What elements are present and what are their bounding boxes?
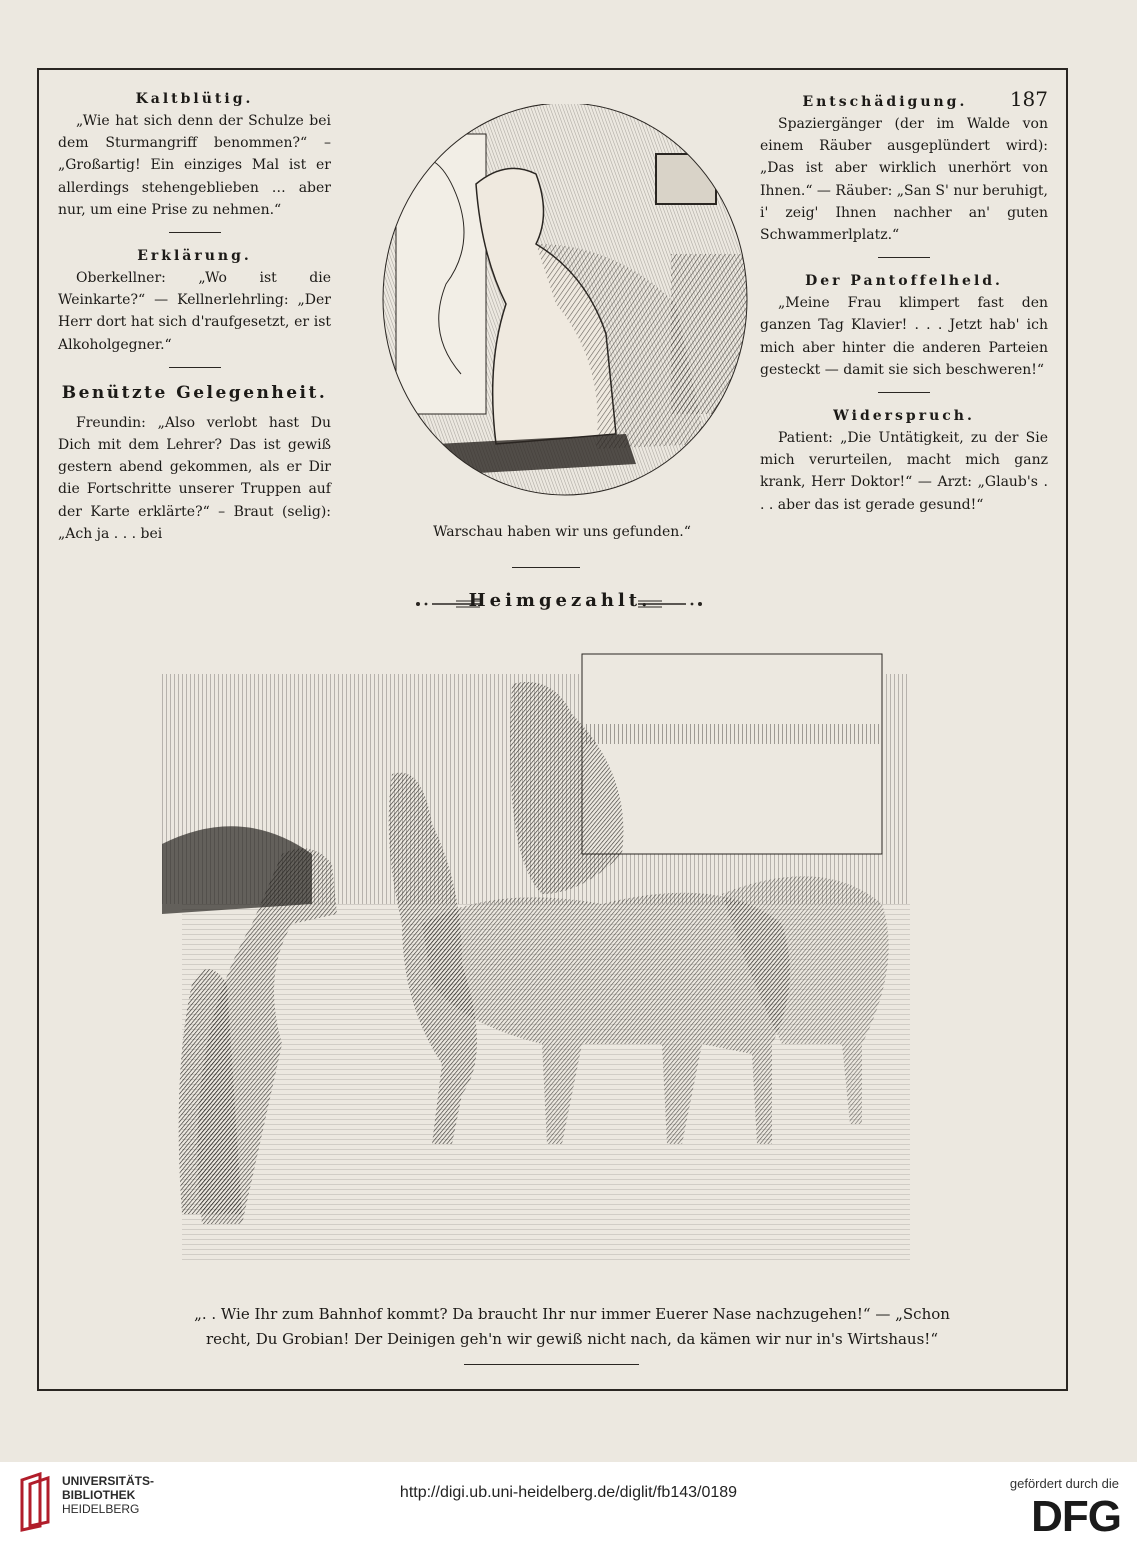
section-text-kaltbluetig: „Wie hat sich denn der Schulze bei dem Sturmangriff benommen?“ – „Großartig! Ein einziges Mal ist er allerdings stehengeblieben … aber nur, um eine Prise zu nehmen.“: [58, 113, 331, 218]
bottom-illustration-caption: [72, 1302, 1072, 1352]
section-divider: [169, 232, 221, 233]
viewer-footer: [0, 1462, 1137, 1547]
section-title-widerspruch: Widerspruch.: [833, 408, 975, 425]
section-divider: [878, 257, 930, 258]
top-illustration-caption: Warschau haben wir uns gefunden.“: [433, 524, 691, 540]
dfg-logo: DFG: [1031, 1492, 1121, 1541]
library-name-line: BIBLIOTHEK: [62, 1488, 136, 1502]
section-title-benuetzte-gelegenheit: Benützte Gelegenheit.: [61, 382, 328, 403]
permalink-url[interactable]: http://digi.ub.uni-heidelberg.de/diglit/fb143/0189: [399, 1484, 738, 1501]
section-text-entschaedigung: Spaziergänger (der im Walde von einem Räuber ausgeplündert wird): „Das ist aber wirklich unerhört von Ihnen.“ — Räuber: „San S' nur beruhigt, i' zeig' Ihnen nachher an' guten Schwammerlplatz.“: [760, 116, 1048, 244]
horse-street-scene-illustration: [162, 624, 910, 1314]
section-title-entschaedigung: Entschädigung.: [802, 94, 968, 110]
library-name-line: UNIVERSITÄTS-: [62, 1474, 155, 1488]
map-scene-illustration: [376, 104, 754, 504]
heimgezahlt-title: Heimgezahlt.: [468, 590, 652, 611]
section-divider: [464, 1364, 639, 1365]
right-column: [760, 88, 1048, 516]
left-column: [58, 88, 331, 545]
section-text-pantoffelheld: „Meine Frau klimpert fast den ganzen Tag Klavier! . . . Jetzt hab' ich mich aber hinter die anderen Parteien gesteckt — damit sie sich beschweren!“: [760, 295, 1048, 378]
section-divider: [512, 567, 580, 568]
caption-line: „. . Wie Ihr zum Bahnhof kommt? Da braucht Ihr nur immer Euerer Nase nachzugehen!“ — „Schon: [194, 1305, 950, 1323]
section-divider: [878, 392, 930, 393]
right-header-row: [760, 88, 1048, 113]
university-library-logo-icon: [14, 1472, 58, 1532]
section-divider: [169, 367, 221, 368]
section-title-pantoffelheld: Der Pantoffelheld.: [805, 273, 1003, 290]
section-title-erklaerung: Erklärung.: [137, 248, 252, 265]
section-text-benuetzte-gelegenheit: Freundin: „Also verlobt hast Du Dich mit dem Lehrer? Das ist gewiß gestern abend gekommen, als er Dir die Fortschritte unserer Truppen auf der Karte erklärte?“ – Braut (selig): „Ach ja . . . bei: [58, 414, 331, 542]
caption-line: recht, Du Grobian! Der Deinigen geh'n wir gewiß nicht nach, da kämen wir nur in's Wirtshaus!“: [206, 1330, 938, 1348]
section-title-kaltbluetig: Kaltblütig.: [135, 91, 254, 107]
title-ornament-right-icon: [636, 598, 706, 610]
section-text-widerspruch: Patient: „Die Untätigkeit, zu der Sie mich verurteilen, macht mich ganz krank, Herr Doktor!“ — Arzt: „Glaub's . . . aber das ist gerade gesund!“: [760, 430, 1048, 513]
page-number: 187: [1009, 87, 1048, 111]
section-text-erklaerung: Oberkellner: „Wo ist die Weinkarte?“ — Kellnerlehrling: „Der Herr dort hat sich d'raufgesetzt, er ist Alkoholgegner.“: [58, 270, 331, 353]
library-name-line: HEIDELBERG: [62, 1502, 140, 1516]
funding-label: gefördert durch die: [1009, 1476, 1119, 1491]
